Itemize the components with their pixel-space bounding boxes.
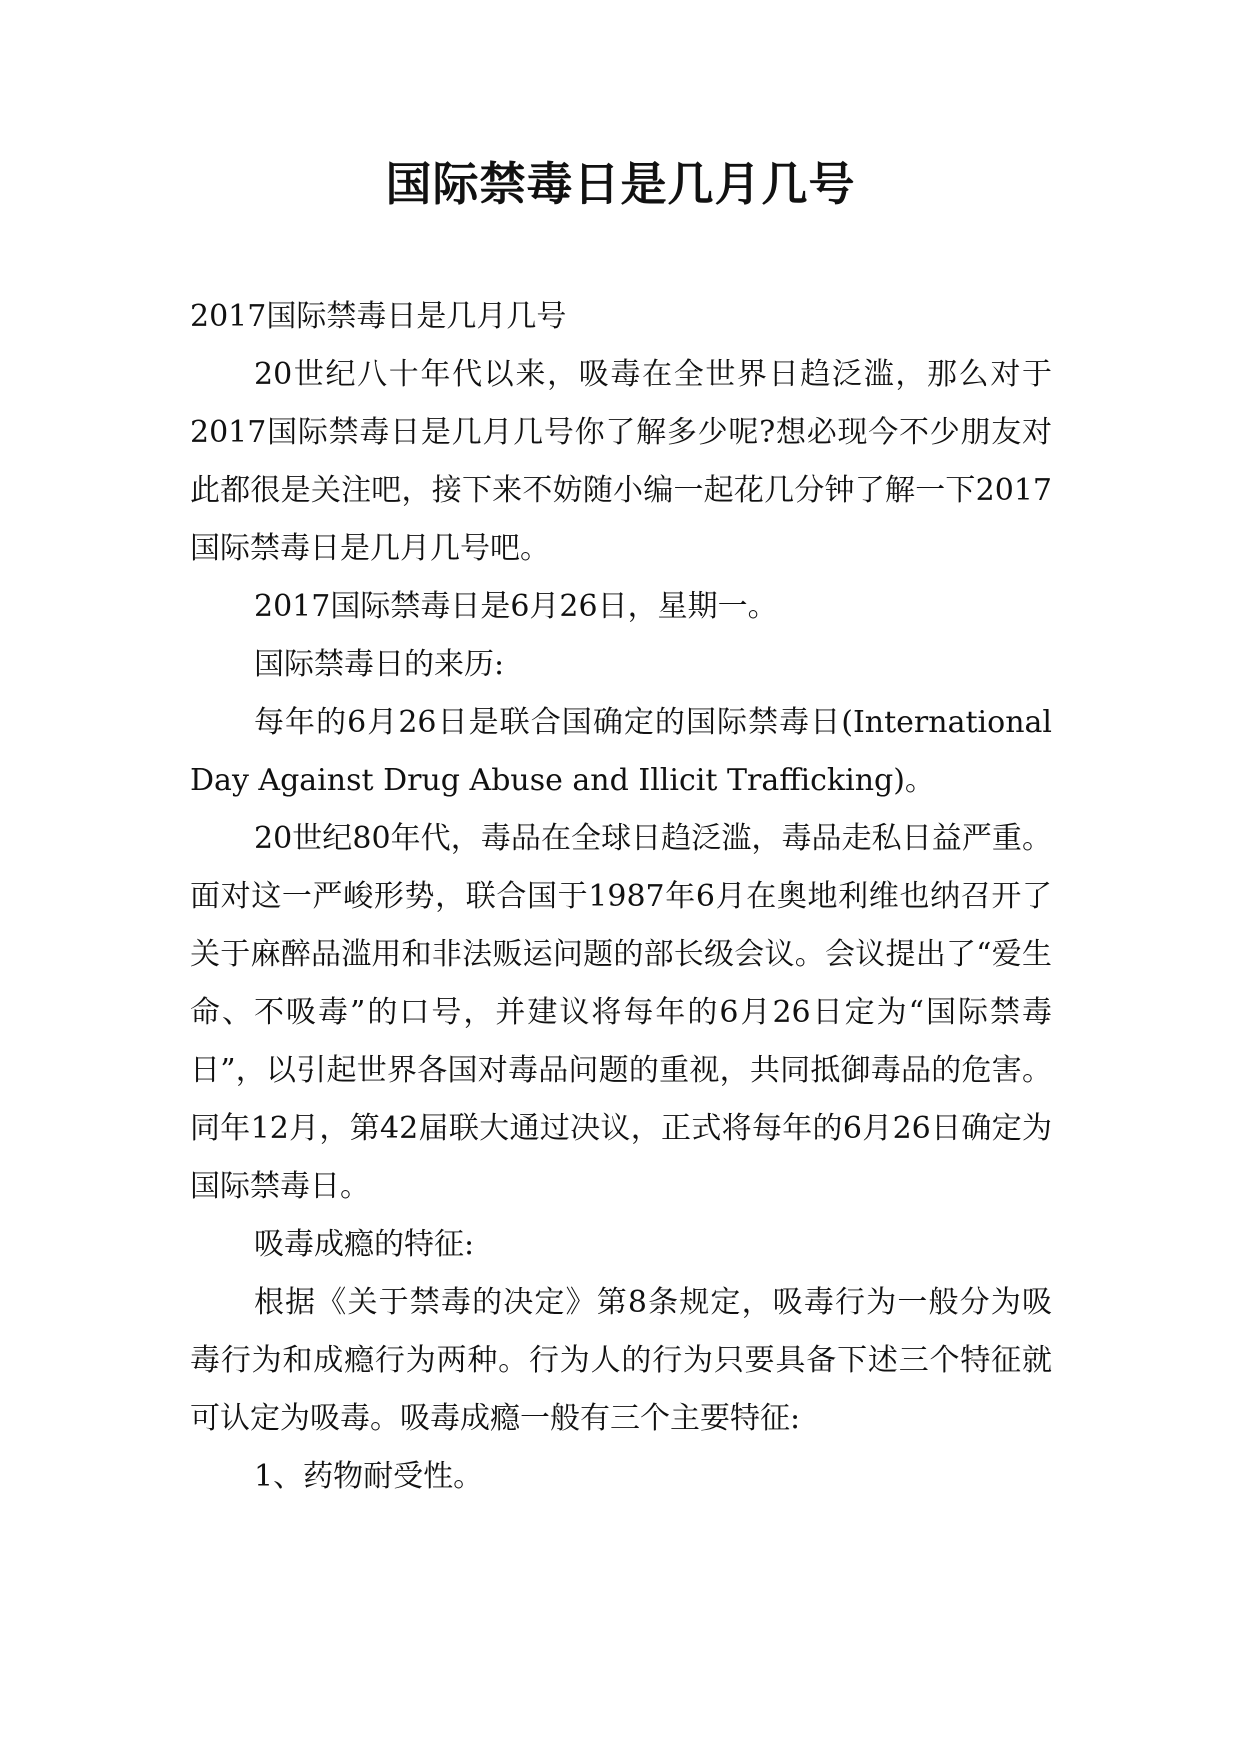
document-body	[190, 288, 1052, 1506]
paragraph-list-item-1: 1、药物耐受性。	[254, 1459, 484, 1494]
paragraph-subtitle: 2017国际禁毒日是几月几号	[190, 299, 567, 334]
paragraph-intro: 20世纪八十年代以来，吸毒在全世界日趋泛滥，那么对于2017国际禁毒日是几月几号你了解多少呢?想必现今不少朋友对此都很是关注吧，接下来不妨随小编一起花几分钟了解一下2017国际禁毒日是几月几号吧。	[190, 357, 1052, 566]
paragraph-history: 20世纪80年代，毒品在全球日趋泛滥，毒品走私日益严重。面对这一严峻形势，联合国于1987年6月在奥地利维也纳召开了关于麻醉品滥用和非法贩运问题的部长级会议。会议提出了“爱生命、不吸毒”的口号，并建议将每年的6月26日定为“国际禁毒日”，以引起世界各国对毒品问题的重视，共同抵御毒品的危害。同年12月，第42届联大通过决议，正式将每年的6月26日确定为国际禁毒日。	[190, 821, 1052, 1204]
paragraph-addiction-heading: 吸毒成瘾的特征:	[254, 1227, 475, 1262]
paragraph-un-day: 每年的6月26日是联合国确定的国际禁毒日(International Day Against Drug Abuse and Illicit Trafficking)。	[190, 705, 1052, 798]
paragraph-origin-heading: 国际禁毒日的来历:	[254, 647, 505, 682]
paragraph-regulation: 根据《关于禁毒的决定》第8条规定，吸毒行为一般分为吸毒行为和成瘾行为两种。行为人的行为只要具备下述三个特征就可认定为吸毒。吸毒成瘾一般有三个主要特征:	[190, 1285, 1052, 1436]
paragraph-date: 2017国际禁毒日是6月26日，星期一。	[254, 589, 778, 624]
document-title: 国际禁毒日是几月几号	[385, 157, 856, 211]
